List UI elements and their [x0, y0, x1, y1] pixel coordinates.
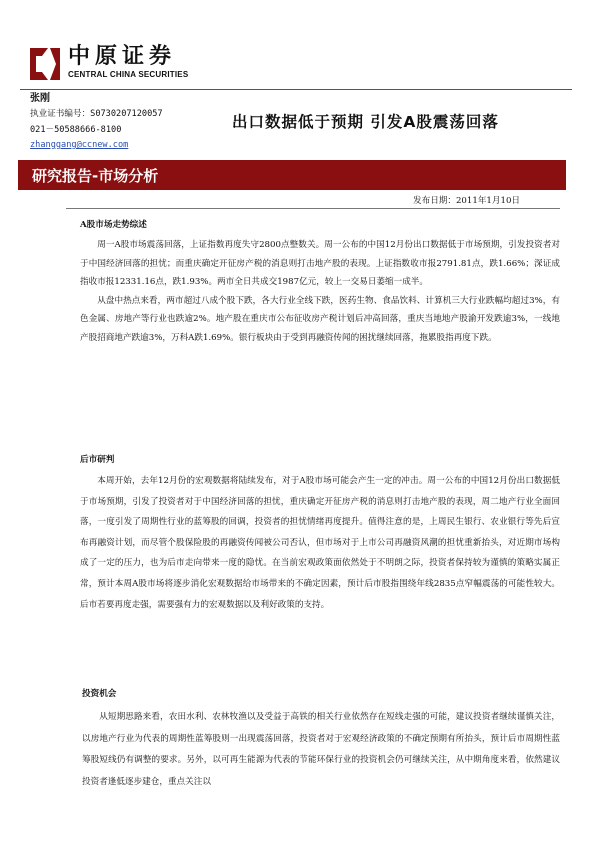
date-divider: [66, 208, 560, 209]
report-type-label: 研究报告-市场分析: [32, 167, 159, 185]
ccs-logo-mark-icon: [28, 46, 62, 82]
company-name-cn: 中原证券: [68, 44, 177, 69]
section-heading-investment: 投资机会: [82, 689, 117, 699]
publish-date: 发布日期：2011年1月10日: [413, 196, 521, 206]
analyst-name: 张刚: [30, 93, 50, 104]
paragraph: 周一A股市场震荡回落，上证指数再度失守2800点整数关。周一公布的中国12月份出口数据低于市场预期，引发投资者对于中国经济回落的担忧；而重庆确定开征房产税的消息则打击地产股的表现。上证指数收市报2791.81点，跌1.66%；深证成指收市报12331.16点，跌1.93%。两市全日共成交1987亿元，较上一交易日萎缩一成半。: [80, 240, 560, 287]
section-body-review: [80, 236, 560, 347]
paragraph: 从短期思路来看，农田水利、农林牧渔以及受益于高铁的相关行业依然存在短线走强的可能，建议投资者继续谨慎关注，以房地产行业为代表的周期性蓝筹股则一出现震荡回落，投资者对于宏观经济政策的不确定预期有所抬头，预计后市周期性蓝筹股短线仍有调整的要求。另外，以可再生能源为代表的节能环保行业的投资机会仍可继续关注，从中期角度来看，依然建议投资者逢低逐步建仓，重点关注以: [82, 712, 560, 787]
section-body-outlook: [80, 471, 560, 615]
header-divider: [20, 89, 572, 90]
company-name-en: CENTRAL CHINA SECURITIES: [68, 70, 189, 79]
paragraph: 本周开始，去年12月份的宏观数据将陆续发布，对于A股市场可能会产生一定的冲击。周一公布的中国12月份出口数据低于市场预期，引发了投资者对于中国经济回落的担忧，重庆确定开征房产税的消息则打击地产股的表现，周二地产行业全面回落，一度引发了周期性行业的蓝筹股的回调，投资者的担忧情绪再度提升。值得注意的是，上周民生银行、农业银行等先后宣布再融资计划，而尽管个股保险股的再融资传闻被公司否认，但市场对于上市公司再融资风潮的担忧重新抬头，对近期市场构成了一定的压力，也为后市走向带来一度的隐忧。在当前宏观政策面依然处于不明朗之际，投资者保持较为谨慎的策略实属正常，预计本周A股市场将逐步消化宏观数据给市场带来的不确定因素，预计后市股指围绕年线2835点窄幅震荡的可能性较大。后市若要再度走强，需要强有力的宏观数据以及利好政策的支持。: [80, 476, 560, 610]
company-logo: [20, 42, 190, 86]
analyst-email-link[interactable]: zhanggang@ccnew.com: [30, 140, 129, 150]
section-heading-review: A股市场走势综述: [80, 220, 147, 230]
section-heading-outlook: 后市研判: [80, 455, 115, 465]
section-body-investment: [82, 707, 560, 793]
paragraph: 从盘中热点来看，两市超过八成个股下跌，各大行业全线下跌，医药生物、食品饮料、计算机三大行业跌幅均超过3%，有色金属、房地产等行业也跌逾2%。地产股在重庆市公布征收房产税计划后冲高回落，重庆当地地产股渝开发跌逾3%，一线地产股招商地产跌逾3%，万科A跌1.69%。银行板块由于受到再融资传闻的困扰继续回落，拖累股指再度下跌。: [80, 295, 560, 343]
analyst-license: 执业证书编号：S0730207120057: [30, 109, 163, 119]
report-title: 出口数据低于预期 引发A股震荡回落: [232, 113, 499, 131]
analyst-phone: 021－50588666-8100: [30, 125, 122, 135]
